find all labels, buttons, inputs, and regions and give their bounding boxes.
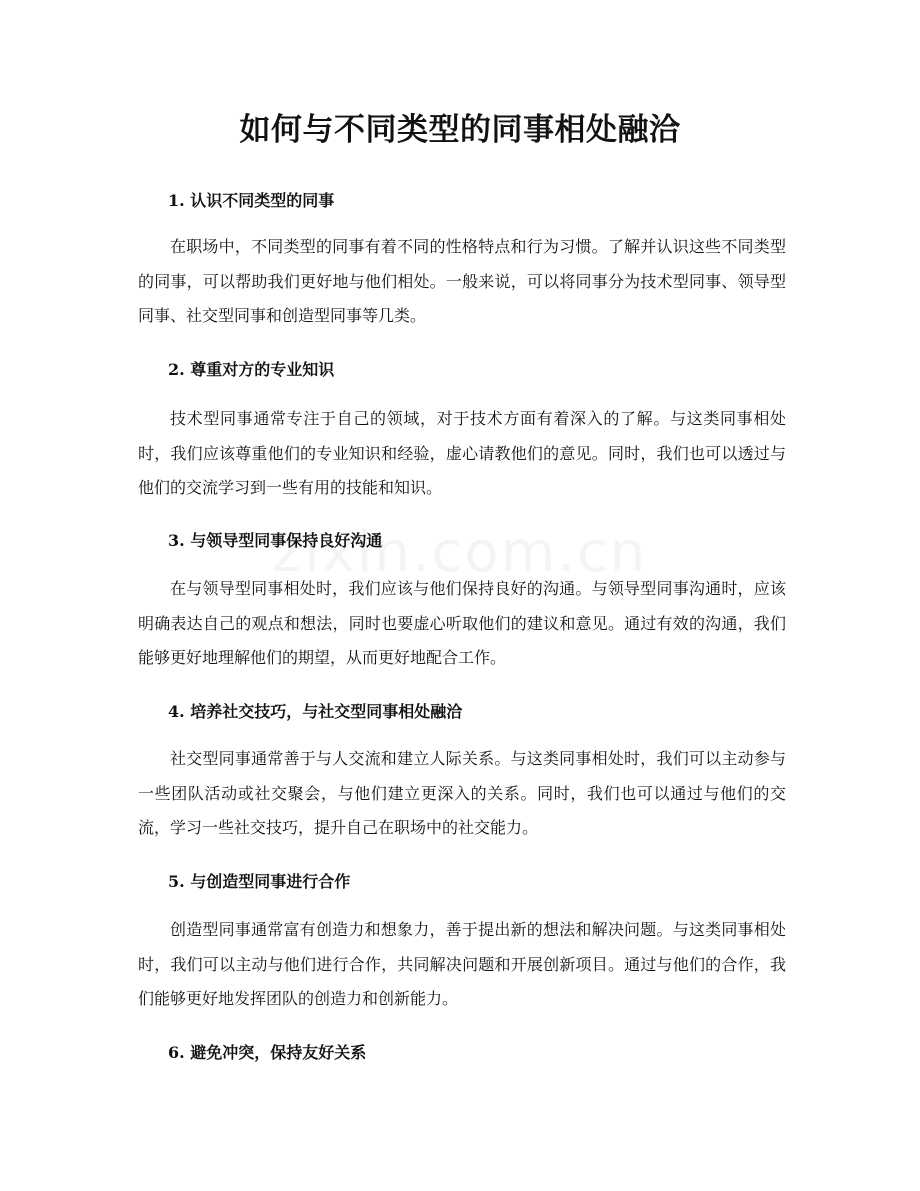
section-heading-3: 3. 与领导型同事保持良好沟通 bbox=[168, 531, 383, 550]
section-paragraph-3: 在与领导型同事相处时，我们应该与他们保持良好的沟通。与领导型同事沟通时，应该明确表达自己的观点和想法，同时也要虚心听取他们的建议和意见。通过有效的沟通，我们能够更好地理解他们的期望，从而更好地配合工作。 bbox=[138, 579, 786, 667]
document-title: 如何与不同类型的同事相处融洽 bbox=[239, 112, 681, 148]
section-heading-4: 4. 培养社交技巧，与社交型同事相处融洽 bbox=[168, 702, 463, 721]
section-paragraph-1: 在职场中，不同类型的同事有着不同的性格特点和行为习惯。了解并认识这些不同类型的同事，可以帮助我们更好地与他们相处。一般来说，可以将同事分为技术型同事、领导型同事、社交型同事和创造型同事等几类。 bbox=[138, 237, 786, 325]
section-heading-1: 1. 认识不同类型的同事 bbox=[168, 191, 335, 210]
section-heading-5: 5. 与创造型同事进行合作 bbox=[168, 872, 351, 891]
section-heading-6: 6. 避免冲突，保持友好关系 bbox=[168, 1043, 367, 1062]
section-paragraph-4: 社交型同事通常善于与人交流和建立人际关系。与这类同事相处时，我们可以主动参与一些团队活动或社交聚会，与他们建立更深入的关系。同时，我们也可以通过与他们的交流，学习一些社交技巧，提升自己在职场中的社交能力。 bbox=[138, 749, 786, 837]
section-heading-2: 2. 尊重对方的专业知识 bbox=[168, 360, 335, 379]
section-paragraph-2: 技术型同事通常专注于自己的领域，对于技术方面有着深入的了解。与这类同事相处时，我们应该尊重他们的专业知识和经验，虚心请教他们的意见。同时，我们也可以透过与他们的交流学习到一些有用的技能和知识。 bbox=[138, 409, 786, 497]
section-paragraph-5: 创造型同事通常富有创造力和想象力，善于提出新的想法和解决问题。与这类同事相处时，我们可以主动与他们进行合作，共同解决问题和开展创新项目。通过与他们的合作，我们能够更好地发挥团队的创造力和创新能力。 bbox=[138, 920, 786, 1008]
